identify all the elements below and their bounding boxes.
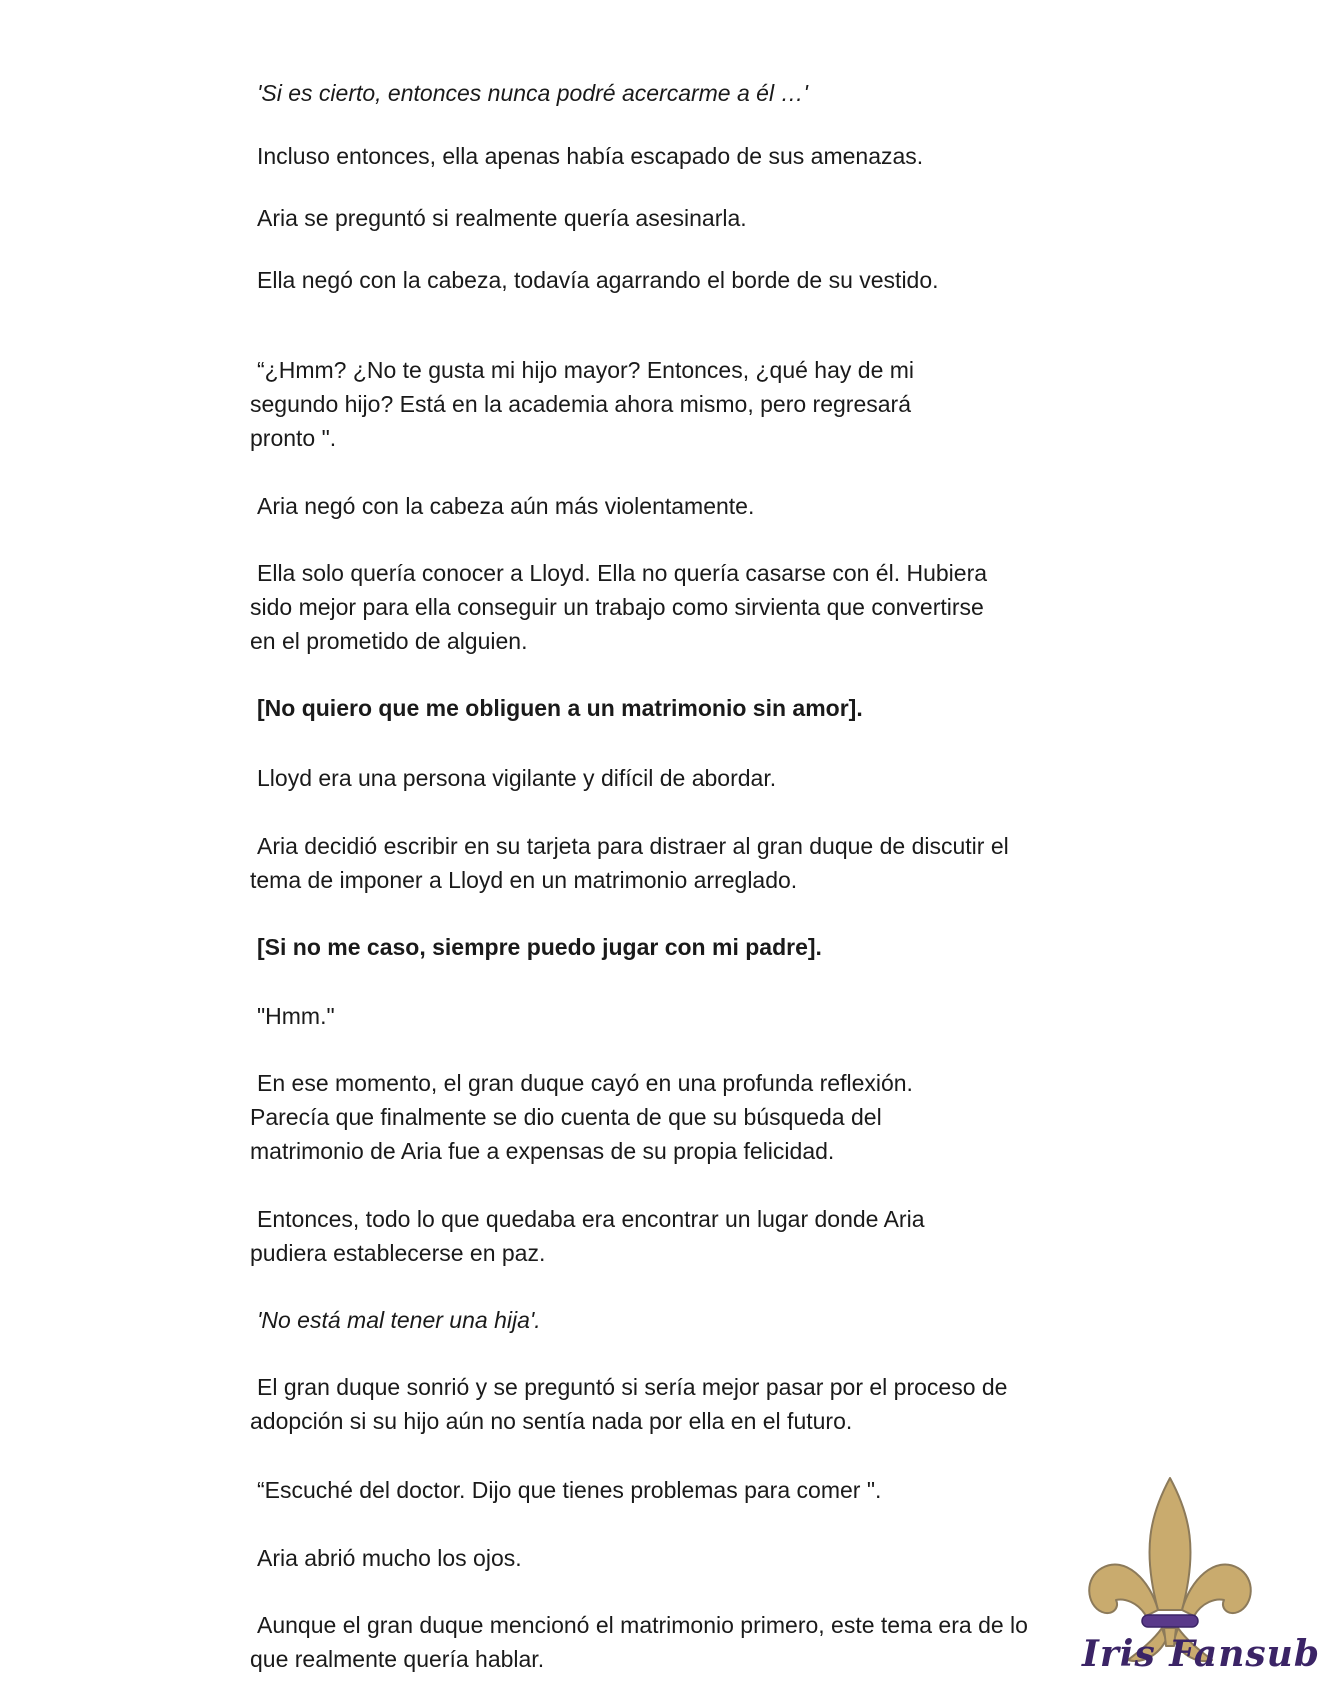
paragraph-10: Aria decidió escribir en su tarjeta para distraer al gran duque de discutir el tema de imponer a Lloyd en un matrimonio arreglado.: [250, 833, 1009, 893]
paragraph-14: Entonces, todo lo que quedaba era encontrar un lugar donde Aria pudiera establecerse en paz.: [250, 1206, 925, 1266]
paragraph-3: Aria se preguntó si realmente quería asesinarla.: [257, 205, 747, 231]
paragraph-13: En ese momento, el gran duque cayó en una profunda reflexión. Parecía que finalmente se dio cuenta de que su búsqueda del matrimonio de Aria fue a expensas de su propia felicidad.: [250, 1070, 913, 1164]
paragraph-11: [Si no me caso, siempre puedo jugar con mi padre].: [257, 934, 822, 960]
paragraph-4: Ella negó con la cabeza, todavía agarrando el borde de su vestido.: [257, 267, 939, 293]
paragraph-8: [No quiero que me obliguen a un matrimonio sin amor].: [257, 695, 863, 721]
paragraph-18: Aria abrió mucho los ojos.: [257, 1545, 522, 1571]
paragraph-15: 'No está mal tener una hija'.: [257, 1307, 541, 1333]
watermark-text: Iris Fansub: [1082, 1633, 1320, 1675]
paragraph-2: Incluso entonces, ella apenas había escapado de sus amenazas.: [257, 143, 924, 169]
paragraph-6: Aria negó con la cabeza aún más violentamente.: [257, 493, 755, 519]
paragraph-9: Lloyd era una persona vigilante y difícil de abordar.: [257, 765, 777, 791]
paragraph-7: Ella solo quería conocer a Lloyd. Ella no quería casarse con él. Hubiera sido mejor para ella conseguir un trabajo como sirvienta que convertirse en el prometido de alguien.: [250, 560, 988, 654]
paragraph-5: “¿Hmm? ¿No te gusta mi hijo mayor? Entonces, ¿qué hay de mi segundo hijo? Está en la academia ahora mismo, pero regresará pronto ".: [250, 357, 915, 451]
paragraph-19: Aunque el gran duque mencionó el matrimonio primero, este tema era de lo que realmente quería hablar.: [250, 1612, 1028, 1672]
paragraph-12: "Hmm.": [257, 1003, 335, 1029]
paragraph-16: El gran duque sonrió y se preguntó si sería mejor pasar por el proceso de adopción si su hijo aún no sentía nada por ella en el futuro.: [250, 1374, 1008, 1434]
paragraph-17: “Escuché del doctor. Dijo que tienes problemas para comer ".: [257, 1477, 882, 1503]
paragraph-1: 'Si es cierto, entonces nunca podré acercarme a él …': [257, 80, 808, 106]
